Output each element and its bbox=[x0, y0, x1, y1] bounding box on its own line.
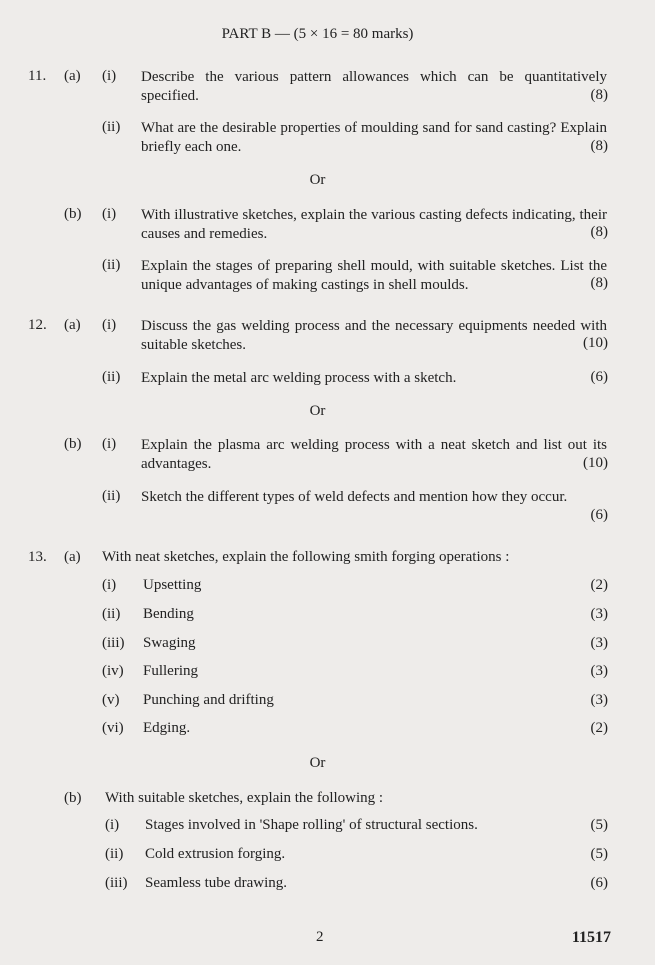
sub-label: (i) bbox=[102, 206, 117, 222]
item-text: Cold extrusion forging. bbox=[145, 846, 286, 862]
marks: (5) bbox=[590, 846, 608, 862]
question-text: Explain the plasma arc welding process with a neat sketch and list out its advantages. bbox=[141, 437, 607, 472]
question-text: Explain the stages of preparing shell mould, with suitable sketches. List the unique advantages of making castings in shell moulds. bbox=[141, 258, 607, 293]
marks: (8) bbox=[590, 275, 608, 291]
marks: (10) bbox=[583, 335, 608, 351]
sub-label: (i) bbox=[102, 317, 117, 333]
question-text: With suitable sketches, explain the following : bbox=[105, 790, 384, 806]
part-label: (b) bbox=[64, 436, 82, 452]
part-label: (a) bbox=[64, 317, 81, 333]
sub-label: (ii) bbox=[102, 257, 121, 273]
item-text: Seamless tube drawing. bbox=[145, 875, 288, 891]
item-label: (ii) bbox=[102, 606, 121, 622]
item-text: Bending bbox=[143, 606, 194, 622]
marks: (8) bbox=[590, 87, 608, 103]
question-text: What are the desirable properties of moulding sand for sand casting? Explain briefly each one. bbox=[141, 120, 607, 155]
question-text: Describe the various pattern allowances which can be quantitatively specified. bbox=[141, 69, 607, 104]
marks: (3) bbox=[590, 663, 608, 679]
part-label: (b) bbox=[64, 790, 82, 806]
item-text: Edging. bbox=[143, 720, 191, 736]
question-text: Sketch the different types of weld defects and mention how they occur. bbox=[141, 489, 568, 505]
marks: (3) bbox=[590, 635, 608, 651]
marks: (2) bbox=[590, 577, 608, 593]
question-text: Discuss the gas welding process and the necessary equipments needed with suitable sketches. bbox=[141, 318, 607, 353]
item-text: Fullering bbox=[143, 663, 198, 679]
item-text: Stages involved in 'Shape rolling' of structural sections. bbox=[145, 817, 478, 833]
item-text: Punching and drifting bbox=[143, 692, 274, 708]
marks: (5) bbox=[590, 817, 608, 833]
item-label: (i) bbox=[102, 577, 117, 593]
or-divider: Or bbox=[309, 172, 326, 188]
section-title: PART B — (5 × 16 = 80 marks) bbox=[221, 26, 414, 42]
item-label: (iv) bbox=[102, 663, 124, 679]
question-text: With illustrative sketches, explain the various casting defects indicating, their causes and remedies. bbox=[141, 207, 607, 242]
part-label: (a) bbox=[64, 549, 81, 565]
or-divider: Or bbox=[309, 755, 326, 771]
marks: (8) bbox=[590, 138, 608, 154]
marks: (8) bbox=[590, 224, 608, 240]
question-text: With neat sketches, explain the following smith forging operations : bbox=[102, 549, 510, 565]
sub-label: (ii) bbox=[102, 369, 121, 385]
marks: (2) bbox=[590, 720, 608, 736]
or-divider: Or bbox=[309, 403, 326, 419]
sub-label: (i) bbox=[102, 68, 117, 84]
item-label: (vi) bbox=[102, 720, 124, 736]
question-number: 12. bbox=[28, 317, 47, 333]
part-label: (a) bbox=[64, 68, 81, 84]
item-text: Upsetting bbox=[143, 577, 202, 593]
marks: (3) bbox=[590, 606, 608, 622]
marks: (6) bbox=[590, 507, 608, 523]
page-number: 2 bbox=[316, 929, 324, 945]
sub-label: (ii) bbox=[102, 488, 121, 504]
item-label: (ii) bbox=[105, 846, 124, 862]
item-label: (i) bbox=[105, 817, 120, 833]
marks: (3) bbox=[590, 692, 608, 708]
paper-code: 11517 bbox=[571, 929, 611, 946]
marks: (10) bbox=[583, 455, 608, 471]
item-label: (iii) bbox=[102, 635, 125, 651]
sub-label: (ii) bbox=[102, 119, 121, 135]
question-text: Explain the metal arc welding process with a sketch. bbox=[141, 370, 457, 386]
marks: (6) bbox=[590, 875, 608, 891]
marks: (6) bbox=[590, 369, 608, 385]
question-number: 11. bbox=[28, 68, 47, 84]
sub-label: (i) bbox=[102, 436, 117, 452]
question-number: 13. bbox=[28, 549, 47, 565]
item-label: (iii) bbox=[105, 875, 128, 891]
item-label: (v) bbox=[102, 692, 120, 708]
part-label: (b) bbox=[64, 206, 82, 222]
item-text: Swaging bbox=[143, 635, 196, 651]
